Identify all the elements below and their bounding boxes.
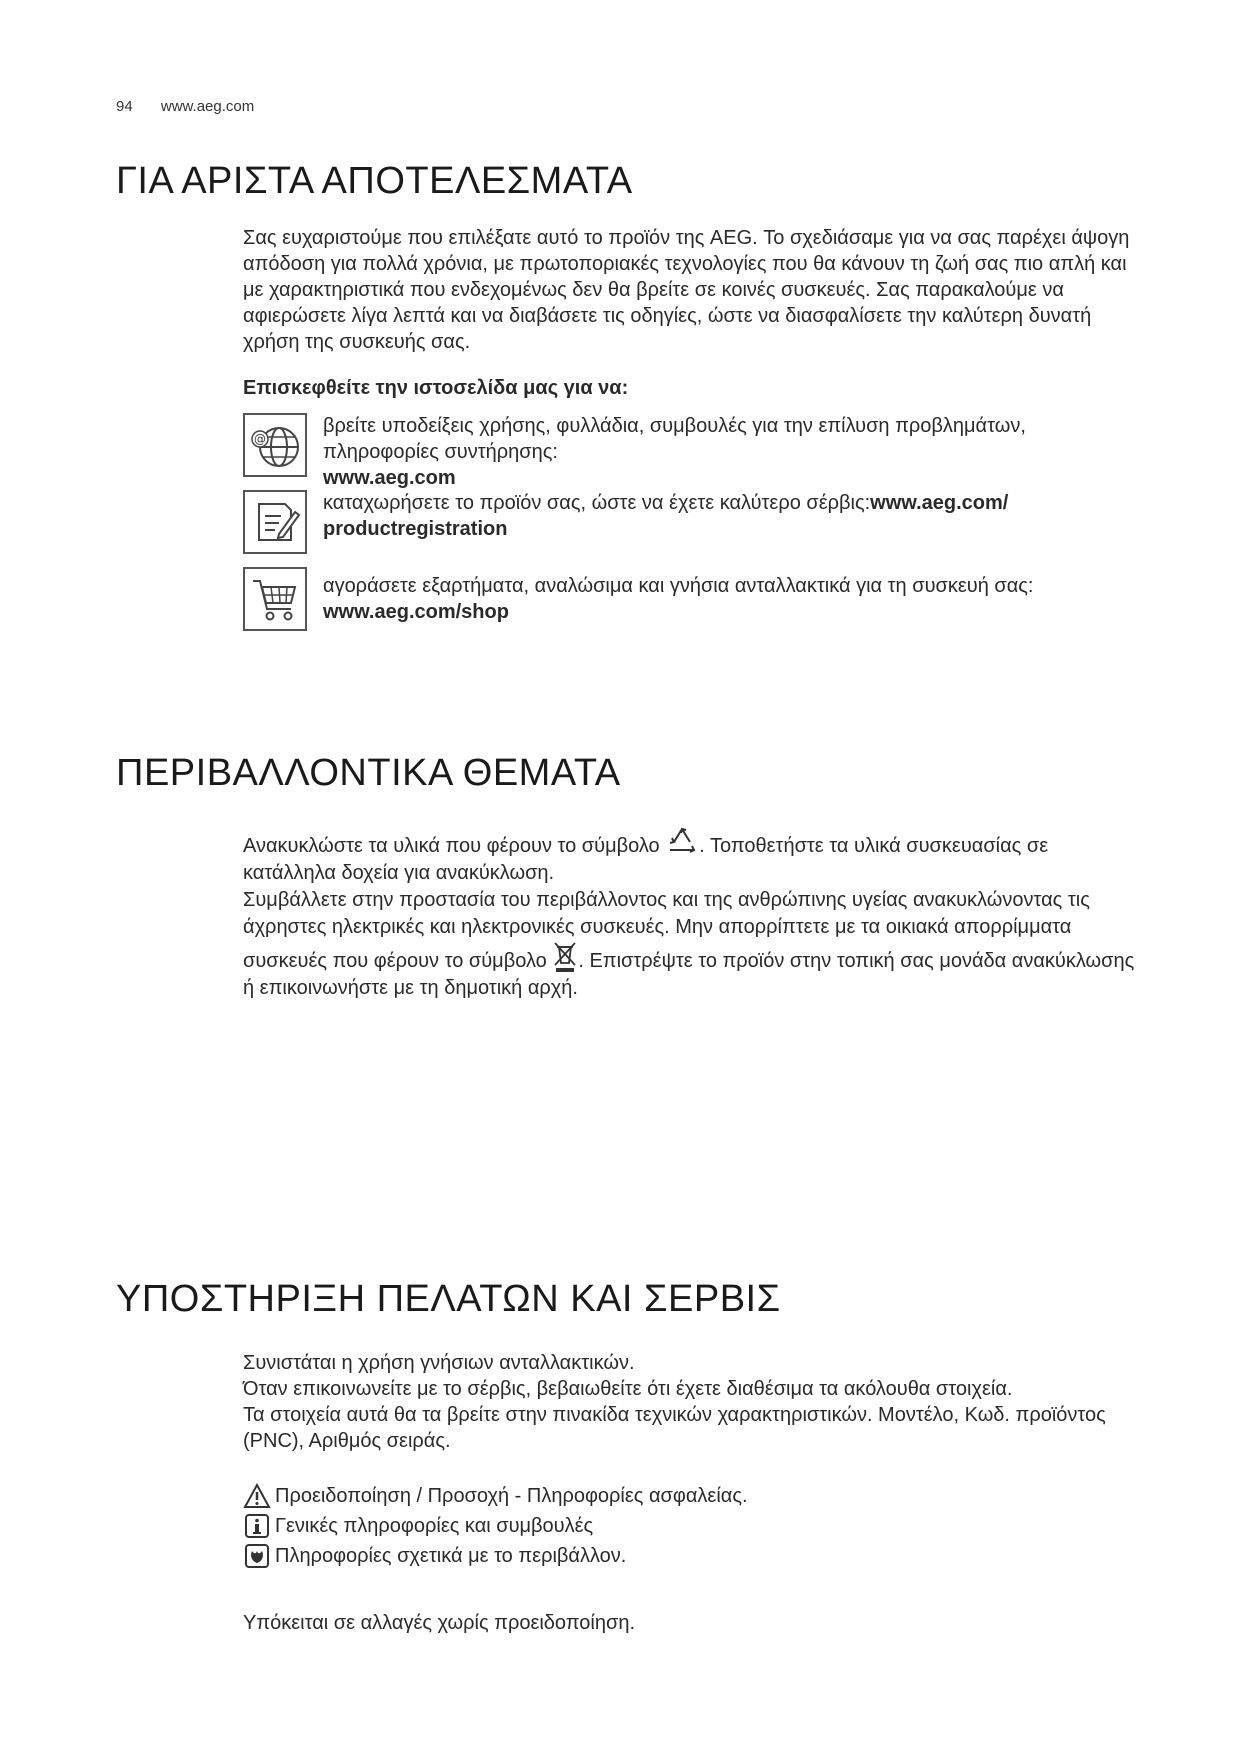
header-url[interactable]: www.aeg.com bbox=[160, 98, 255, 115]
legend-warning-text: Προειδοποίηση / Προσοχή - Πληροφορίες ασφαλείας. bbox=[275, 1485, 748, 1507]
service-line-3: Τα στοιχεία αυτά θα τα βρείτε στην πινακίδα τεχνικών χαρακτηριστικών. Μοντέλο, Κωδ. προϊόντος (PNC), Αριθμός σειράς. bbox=[243, 1404, 1106, 1452]
page-header bbox=[116, 98, 254, 115]
recycle-text-before: Ανακυκλώστε τα υλικά που φέρουν το σύμβολο bbox=[243, 835, 660, 857]
crossed-bin-icon bbox=[552, 941, 578, 973]
weee-text-before: Συμβάλλετε στην προστασία του περιβάλλοντος και της ανθρώπινης υγείας ανακυκλώνοντας τις άχρηστες ηλεκτρικές και ηλεκτρονικές συσκευές. Μην απορρίπτετε με τα οικιακά απορρίμματα συσκευές που φέρουν το σύμβολο bbox=[243, 889, 1090, 972]
intro-paragraph bbox=[243, 225, 1143, 355]
intro-text: Σας ευχαριστούμε που επιλέξατε αυτό το προϊόν της AEG. Το σχεδιάσαμε για να σας παρέχει άψογη απόδοση για πολλά χρόνια, με πρωτοποριακές τεχνολογίες που θα κάνουν τη ζωή σας πιο απλή και με χαρακτηριστικά που ενδεχομένως δεν θα βρείτε σε κοινές συσκευές. Σας παρακαλούμε να αφιερώσετε λίγα λεπτά και να διαβάσετε τις οδηγίες, ώστε να διασφαλίσετε την καλύτερη δυνατή χρήση της συσκευής σας. bbox=[243, 227, 1130, 353]
link-product-registration[interactable]: www.aeg.com/ productregistration bbox=[323, 492, 1009, 540]
shopping-cart-icon bbox=[243, 567, 307, 631]
warning-icon bbox=[243, 1483, 271, 1509]
section-title-customer-service: ΥΠΟΣΤΗΡΙΞΗ ΠΕΛΑΤΩΝ ΚΑΙ ΣΕΡΒΙΣ bbox=[116, 1278, 781, 1320]
recycle-text-after: . Τοποθετήστε τα υλικά συσκευασίας σε κατάλληλα δοχεία για ανακύκλωση. bbox=[243, 835, 1049, 884]
svg-text:@: @ bbox=[254, 432, 266, 446]
service-line-2: Όταν επικοινωνείτε με το σέρβις, βεβαιωθείτε ότι έχετε διαθέσιμα τα ακόλουθα στοιχεία. bbox=[243, 1378, 1013, 1400]
visit-heading: Επισκεφθείτε την ιστοσελίδα μας για να: bbox=[243, 377, 629, 399]
weee-paragraph bbox=[243, 887, 1143, 1002]
environment-icon bbox=[243, 1543, 271, 1569]
recycle-paragraph bbox=[243, 826, 1143, 887]
info-icon bbox=[243, 1513, 271, 1539]
link-aeg-com[interactable]: www.aeg.com bbox=[323, 467, 456, 489]
globe-icon bbox=[243, 413, 307, 477]
footer-note: Υπόκειται σε αλλαγές χωρίς προειδοποίηση. bbox=[243, 1612, 636, 1634]
weee-text-after: . Επιστρέψτε το προϊόν στην τοπική σας μονάδα ανακύκλωσης ή επικοινωνήστε με τη δημοτική αρχή. bbox=[243, 950, 1135, 999]
service-line-1: Συνιστάται η χρήση γνήσιων ανταλλακτικών. bbox=[243, 1352, 635, 1374]
registration-icon bbox=[243, 490, 307, 554]
visit-item-registration-text: καταχωρήσετε το προϊόν σας, ώστε να έχετε καλύτερο σέρβις: bbox=[323, 492, 871, 514]
legend-info-text: Γενικές πληροφορίες και συμβουλές bbox=[275, 1515, 594, 1537]
recycle-icon bbox=[665, 826, 699, 858]
environment-paragraph bbox=[243, 826, 1143, 1002]
visit-item-support-text: βρείτε υποδείξεις χρήσης, φυλλάδια, συμβουλές για την επίλυση προβλημάτων, πληροφορίες συντήρησης: bbox=[323, 415, 1026, 463]
legend-environment-text: Πληροφορίες σχετικά με το περιβάλλον. bbox=[275, 1545, 627, 1567]
section-title-environment: ΠΕΡΙΒΑΛΛΟΝΤΙΚΑ ΘΕΜΑΤΑ bbox=[116, 752, 621, 794]
page-number: 94 bbox=[116, 98, 133, 115]
visit-item-shop-text: αγοράσετε εξαρτήματα, αναλώσιμα και γνήσια ανταλλακτικά για τη συσκευή σας: bbox=[323, 575, 1034, 597]
link-aeg-shop[interactable]: www.aeg.com/shop bbox=[323, 601, 509, 623]
section-title-best-results: ΓΙΑ ΑΡΙΣΤΑ ΑΠΟΤΕΛΕΣΜΑΤΑ bbox=[116, 160, 633, 202]
service-paragraph bbox=[243, 1350, 1143, 1454]
